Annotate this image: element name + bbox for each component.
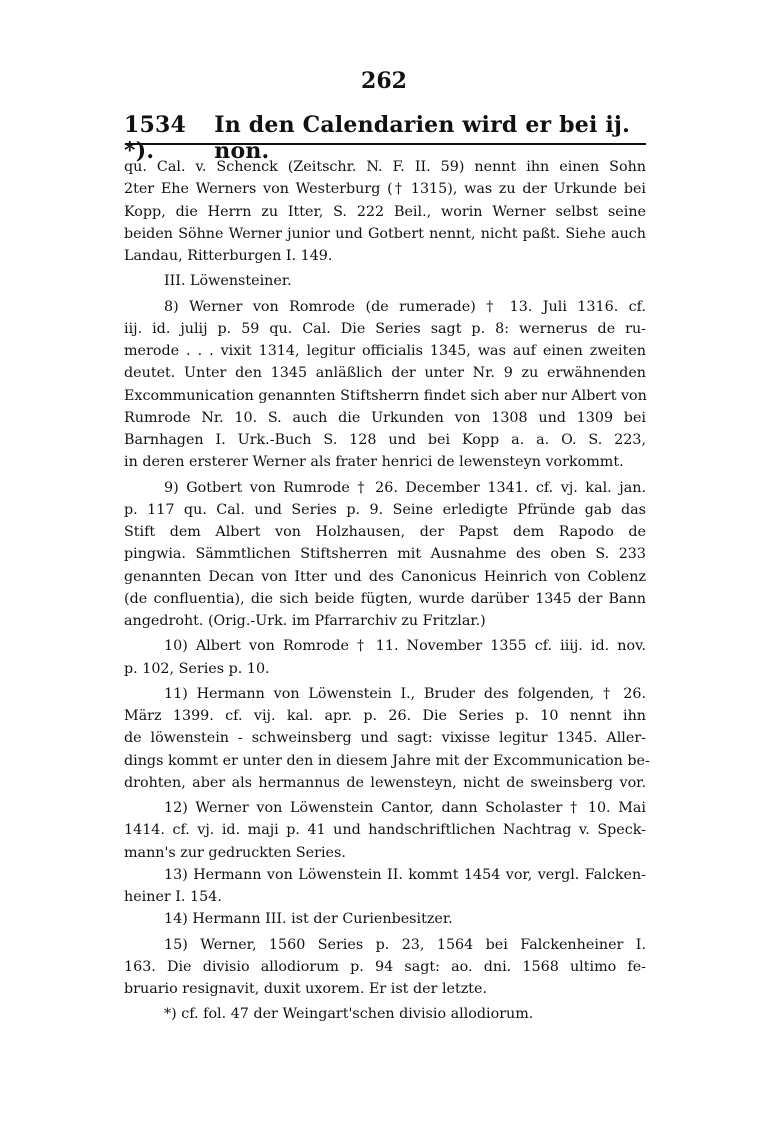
body-text — [124, 156, 650, 1026]
paragraph-continuation — [124, 156, 646, 267]
text-line: 8) Werner von Romrode (de rumerade) † 13. Juli 1316. cf. — [164, 298, 646, 315]
text-line: heiner I. 154. — [124, 889, 222, 905]
text-line: dings kommt er unter den in diesem Jahre mit der Excommunication be- — [124, 752, 650, 769]
text-line: Stift dem Albert von Holzhausen, der Papst dem Rapodo de — [124, 524, 646, 540]
text-line: bruario resignavit, duxit uxorem. Er ist der letzte. — [124, 981, 488, 997]
text-line: genannten Decan von Itter und des Canonicus Heinrich von Coblenz — [124, 568, 646, 585]
text-line: Landau, Ritterburgen I. 149. — [124, 248, 333, 264]
paragraph-entry-12 — [124, 797, 646, 864]
text-line: 163. Die divisio allodiorum p. 94 sagt: ao. dni. 1568 ultimo fe- — [124, 958, 646, 975]
text-line: pingwia. Sämmtlichen Stiftsherren mit Ausnahme des oben S. 233 — [124, 546, 646, 563]
text-line: de löwenstein - schweinsberg und sagt: vixisse legitur 1345. Aller- — [124, 730, 646, 747]
text-line: 1414. cf. vj. id. maji p. 41 und handschriftlichen Nachtrag v. Speck- — [124, 822, 646, 839]
paragraph-entry-15 — [124, 934, 646, 1001]
paragraph-entry-11 — [124, 683, 650, 794]
text-line: 15) Werner, 1560 Series p. 23, 1564 bei Falckenheiner I. — [164, 936, 646, 953]
paragraph-entry-10 — [124, 635, 646, 680]
text-line: p. 117 qu. Cal. und Series p. 9. Seine erledigte Pfründe gab das — [124, 501, 646, 518]
text-line: 13) Hermann von Löwenstein II. kommt 1454 vor, vergl. Falcken- — [164, 866, 646, 883]
text-line: qu. Cal. v. Schenck (Zeitschr. N. F. II. 59) nennt ihn einen Sohn — [124, 159, 646, 175]
text-line: mann's zur gedruckten Series. — [124, 844, 346, 861]
paragraph-entry-14 — [124, 908, 646, 930]
text-line: 10) Albert von Romrode † 11. November 1355 cf. iiij. id. nov. — [164, 638, 646, 655]
header-rule — [126, 143, 646, 145]
text-line: 12) Werner von Löwenstein Cantor, dann Scholaster † 10. Mai — [164, 800, 646, 816]
footnote: *) cf. fol. 47 der Weingart'schen divisio allodiorum. — [164, 1006, 534, 1023]
text-line: 14) Hermann III. ist der Curienbesitzer. — [164, 911, 453, 928]
text-line: beiden Söhne Werner junior und Gotbert nennt, nicht paßt. Siehe auch — [124, 225, 646, 242]
text-line: p. 102, Series p. 10. — [124, 660, 270, 677]
text-line: angedroht. (Orig.-Urk. im Pfarrarchiv zu Fritzlar.) — [124, 613, 486, 629]
text-line: Barnhagen I. Urk.-Buch S. 128 und bei Kopp a. a. O. S. 223, — [124, 432, 646, 448]
text-line: drohten, aber als hermannus de lewensteyn, nicht de sweinsberg vor. — [124, 774, 646, 791]
header-year: 1534 *). — [124, 112, 187, 164]
text-line: (de confluentia), die sich beide fügten, wurde darüber 1345 der Bann — [124, 590, 646, 607]
text-line: deutet. Unter den 1345 anläßlich der unter Nr. 9 zu erwähnenden — [124, 365, 646, 382]
text-line: 9) Gotbert von Rumrode † 26. December 1341. cf. vj. kal. jan. — [164, 479, 646, 496]
text-line: Kopp, die Herrn zu Itter, S. 222 Beil., worin Werner selbst seine — [124, 203, 646, 220]
section-heading: III. Löwensteiner. — [164, 273, 292, 290]
text-line: März 1399. cf. vij. kal. apr. p. 26. Die Series p. 10 nennt ihn — [124, 708, 646, 724]
text-line: Excommunication genannten Stiftsherrn findet sich aber nur Albert von — [124, 387, 647, 404]
text-line: 11) Hermann von Löwenstein I., Bruder des folgenden, † 26. — [164, 685, 646, 702]
page-number: 262 — [361, 68, 407, 94]
text-line: 2ter Ehe Werners von Westerburg († 1315), was zu der Urkunde bei — [124, 181, 646, 198]
text-line: iij. id. julij p. 59 qu. Cal. Die Series sagt p. 8: wernerus de ru- — [124, 320, 646, 337]
paragraph-entry-9 — [124, 477, 646, 633]
paragraph-entry-8 — [124, 296, 646, 474]
text-line: in deren ersterer Werner als frater henrici de lewensteyn vorkommt. — [124, 454, 624, 471]
paragraph-entry-13 — [124, 864, 646, 909]
text-line: merode . . . vixit 1314, legitur officialis 1345, was auf einen zweiten — [124, 343, 646, 359]
header-text: In den Calendarien wird er bei ij. non. — [214, 112, 630, 164]
text-line: Rumrode Nr. 10. S. auch die Urkunden von 1308 und 1309 bei — [124, 409, 646, 426]
